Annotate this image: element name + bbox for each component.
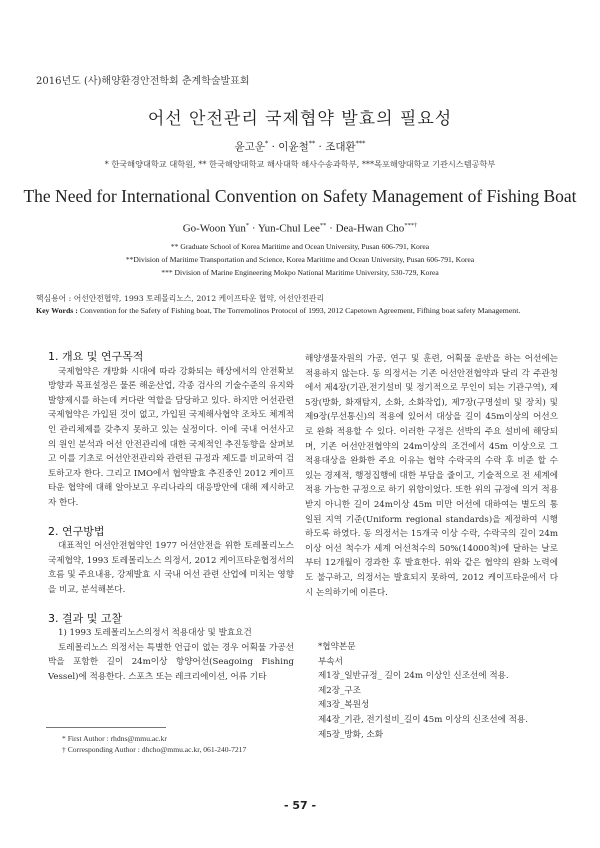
author-en-2: Yun-Chul Lee (257, 222, 320, 235)
author-ko-3: 조대환 (325, 141, 356, 153)
appendix-item: 제3장_복원성 (318, 700, 370, 711)
appendix-item: 제1장_일반규정_ 길이 24m 이상인 신조선에 적용. (318, 671, 509, 682)
author-ko-3-mark: *** (355, 139, 366, 148)
author-separator: · (315, 141, 326, 153)
page-number: - 57 - (283, 799, 317, 812)
footnote-corresponding-author: † Corresponding Author : dhcho@mmu.ac.kr, 061-240-7217 (62, 745, 247, 754)
convention-appendix (318, 640, 528, 742)
left-column (48, 350, 294, 684)
author-separator: · (326, 222, 336, 235)
appendix-title: *협약본문 (318, 642, 356, 652)
author-en-3-mark: ***† (404, 222, 418, 229)
author-ko-1-mark: * (265, 139, 269, 148)
affiliation-english-3: *** Division of Marine Engineering Mokpo National Maritime University, 530-729, Korea (161, 268, 439, 277)
section-3-subheading: 1) 1993 토레몰리노스의정서 적용대상 및 발효요건 (58, 628, 252, 639)
section-1-heading: 1. 개요 및 연구목적 (48, 350, 144, 363)
keywords-korean: 핵심용어 : 어선안전협약, 1993 토레몰리노스, 2012 케이프타운 협약, 어선안전관리 (36, 294, 324, 303)
appendix-item: 부속서 (318, 656, 343, 667)
right-column (305, 352, 558, 600)
section-2-heading: 2. 연구방법 (48, 524, 105, 538)
conference-header: 2016년도 (사)해양환경안전학회 춘계학술발표회 (36, 76, 250, 87)
section-3-body: 토레몰리노스 의정서는 특별한 언급이 없는 경우 어획물 가공선박을 포함한 길이 24m이상 항양어선(Seagoing Fishing Vessel)에 적용한다. 스포츠 또는 레크리에이션, 어류 기타 (48, 642, 294, 682)
footnotes (62, 733, 246, 755)
author-ko-1: 윤고운 (234, 141, 266, 153)
author-ko-2: 이윤철 (278, 141, 309, 153)
keywords-english-text: Convention for the Safety of Fishing boat, The Torremolinos Protocol of 1993, 2012 Capetown Agreement, Fifhing boat safety Management. (79, 306, 521, 315)
authors-korean (0, 139, 600, 154)
author-separator: · (249, 222, 258, 235)
keywords-english (36, 305, 566, 316)
keywords-english-label: Key Words : (36, 306, 78, 315)
appendix-item: 제4장_기관, 전기설비_길이 45m 이상의 신조선에 적용. (318, 714, 528, 725)
affiliation-english-1: ** Graduate School of Korea Maritime and Ocean University, Pusan 606-791, Korea (170, 242, 430, 251)
author-en-2-mark: ** (319, 222, 327, 229)
title-english: The Need for International Convention on Safety Management of Fishing Boat (23, 186, 577, 206)
author-en-1: Go-Woon Yun (182, 222, 246, 235)
author-en-1-mark: * (245, 222, 250, 229)
affiliation-korean: * 한국해양대학교 대학원, ** 한국해양대학교 해사대학 해사수송과학부, ***목포해양대학교 기관시스템공학부 (104, 159, 496, 169)
affiliation-english-2: **Division of Maritime Transportation and Science, Korea Maritime and Ocean University, Pusan 606-791, Korea (125, 255, 475, 264)
section-3-body-continued: 해양생물자원의 가공, 연구 및 훈련, 어획물 운반을 하는 어선에는 적용하지 않는다. 동 의정서는 기존 어선안전협약과 달리 각 주관청에서 제4장(기관,전기설비 및 정기적으로 무인이 되는 기관구역), 제5장(방화, 화재탐지, 소화, 소화작업), 제7장(구명설비 및 장치) 및 제9장(무선통신)의 적용에 있어서 대상을 길이 45m이상의 어선으로 완화 적용할 수 있다. 이러한 구정은 선박의 주요 설비에 해당되며, 기존 어선안전협약의 24m이상의 조건에서 45m 이상으로 그 적용대상을 완화한 주요 이유는 협약 수락국의 수락 후 비준 할 수 있는 경제적, 행정집행에 대한 부담을 줄이고, 기술적으로 전 세계에 적용 가능한 규정으로 하기 위함이었다. 또한 위의 규정에 의거 적용받지 아니한 길이 24m이상 45m 미만 어선에 대하여는 별도의 통일된 지역 기준(Uniform regional standards)을 제정하여 시행하도록 하였다. 동 의정서는 15개국 이상 수락, 수락국의 길이 24m 이상 어선 척수가 세계 어선척수의 50%(14000척)에 달하는 날로부터 12개월이 경과한 후 발효한다. 위와 같은 협약의 완화 노력에도 불구하고, 의정서는 발효되지 못하여, 2012 케이프타운에서 다시 논의하기에 이른다. (305, 354, 558, 598)
author-separator: · (268, 141, 279, 153)
section-2-body: 대표적인 어선안전협약인 1977 어선안전을 위한 토레몰리노스 국제협약, 1993 토레몰리노스 의정서, 2012 케이프타운협정서의 흐름 및 주요내용, 강제발효 시 국내 어선 관련 산업에 미치는 영향을 비교, 분석해본다. (48, 541, 294, 595)
footnote-divider (46, 727, 166, 728)
appendix-item: 제2장_구조 (318, 685, 361, 696)
footnote-first-author: * First Author : rhdns@mmu.ac.kr (62, 734, 167, 743)
section-1-body: 국제협약은 개방화 시대에 따라 강화되는 해상에서의 안전확보 방향과 목표설정은 물론 해운산업, 각종 검사의 기술수준의 유지와 발향제시를 하는데 커다란 역할을 담당하고 있다. 하지만 어선관련 국제협약은 가입된 것이 없고, 가입된 국제해사협약 조차도 체계적인 관리체제를 갖추지 못하고 있는 실정이다. 이에 국내 어선사고의 원인 분석과 어선 안전관리에 대한 국제적인 추진동향을 살펴보고 이를 기초로 어선안전관리와 관련된 규정과 제도를 비교하여 검토하고자 한다. 그리고 IMO에서 협약발효 추진중인 2012 케이프타운 협약에 대해 알아보고 우리나라의 대응방안에 대해 제시하고자 한다. (48, 366, 294, 508)
author-ko-2-mark: ** (308, 139, 316, 148)
author-en-3: Dea-Hwan Cho (335, 222, 405, 235)
section-3-heading: 3. 결과 및 고찰 (48, 611, 123, 625)
authors-english (0, 222, 600, 235)
title-korean: 어선 안전관리 국제협약 발효의 필요성 (147, 109, 453, 129)
appendix-item: 제5장_방화, 소화 (318, 729, 384, 740)
